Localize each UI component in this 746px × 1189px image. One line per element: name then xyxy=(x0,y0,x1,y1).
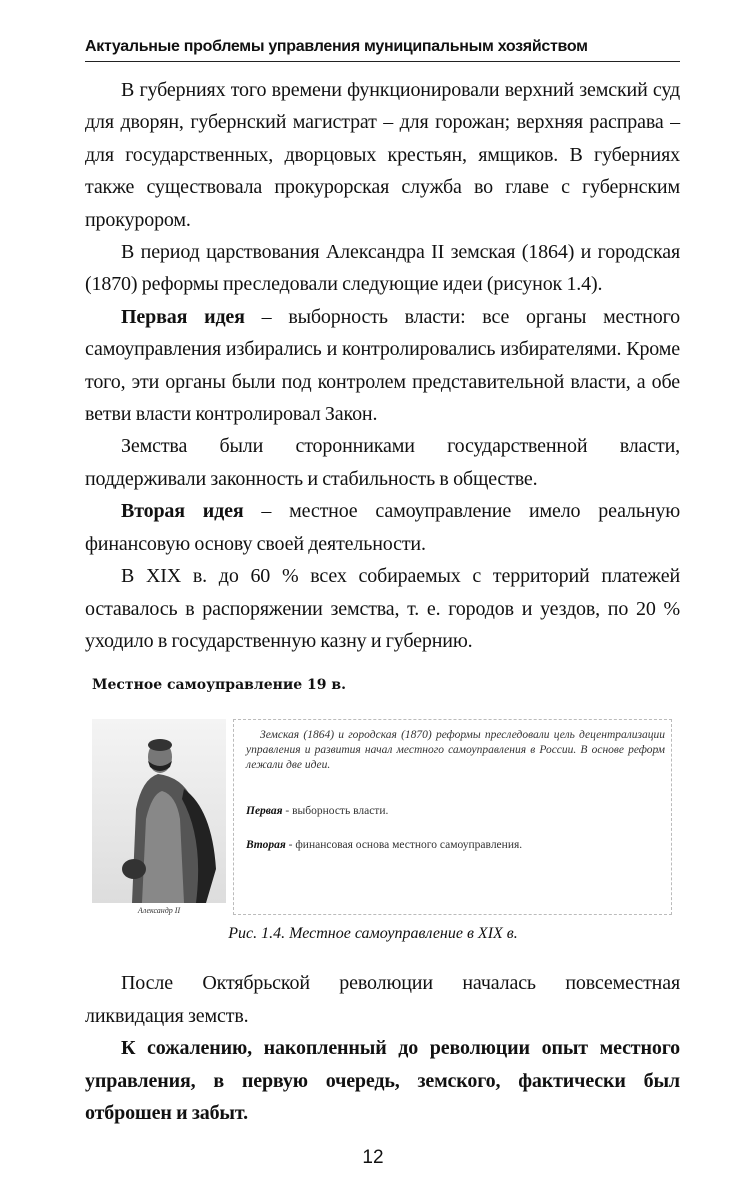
paragraph: Земства были сторонниками государственной власти, поддерживали законность и стабильность в обществе. xyxy=(85,435,680,490)
paragraph: В XIX в. до 60 % всех собираемых с территорий платежей оставалось в распоряжении земства, т. е. городов и уездов, по 20 % уходило в государственную казну и губернию. xyxy=(85,565,680,652)
running-header: Актуальные проблемы управления муниципальным хозяйством xyxy=(85,38,680,62)
idea-text: - выборность власти. xyxy=(282,805,389,818)
figure xyxy=(92,677,672,915)
idea-text: - финансовая основа местного самоуправления. xyxy=(285,839,523,852)
body-text xyxy=(85,967,680,1129)
bold-lead: Вторая идея xyxy=(121,500,244,523)
figure-idea xyxy=(246,839,665,851)
paragraph-text: – выборность власти: все органы местного самоуправления избирались и контролировались избирателями. Кроме того, эти органы были под контролем представительной власти, а обе ветви власти контролировал Закон. xyxy=(85,305,680,426)
page-number: 12 xyxy=(362,1147,384,1169)
paragraph xyxy=(85,495,680,560)
bold-lead: Первая идея xyxy=(121,305,245,328)
paragraph: После Октябрьской революции началась повсеместная ликвидация земств. xyxy=(85,972,680,1027)
paragraph xyxy=(85,301,680,431)
figure-title: Местное самоуправление 19 в. xyxy=(92,677,347,694)
figure-intro: Земская (1864) и городская (1870) реформы преследовали цель децентрализации управления и развития начал местного самоуправления в России. В основе реформ лежали две идеи. xyxy=(246,729,665,772)
body-text xyxy=(85,74,680,657)
figure-text-box xyxy=(233,719,672,915)
idea-label: Вторая xyxy=(246,839,286,852)
paragraph: В губерниях того времени функционировали верхний земский суд для дворян, губернский магистрат – для горожан; верхняя расправа – для государственных, дворцовых крестьян, ямщиков. В губерниях также существовала прокурорская служба во главе с губернским прокурором. xyxy=(85,79,680,231)
paragraph: К сожалению, накопленный до революции опыт местного управления, в первую очередь, земского, фактически был отброшен и забыт. xyxy=(85,1037,680,1124)
portrait-caption: Александр II xyxy=(137,906,181,916)
paragraph-text: – местное самоуправление имело реальную финансовую основу своей деятельности. xyxy=(85,500,680,555)
portrait-image xyxy=(92,719,226,903)
figure-idea xyxy=(246,805,665,817)
paragraph: В период царствования Александра II земская (1864) и городская (1870) реформы преследовали следующие идеи (рисунок 1.4). xyxy=(85,241,680,296)
idea-label: Первая xyxy=(246,805,283,818)
figure-caption: Рис. 1.4. Местное самоуправление в XIX в. xyxy=(228,925,518,943)
